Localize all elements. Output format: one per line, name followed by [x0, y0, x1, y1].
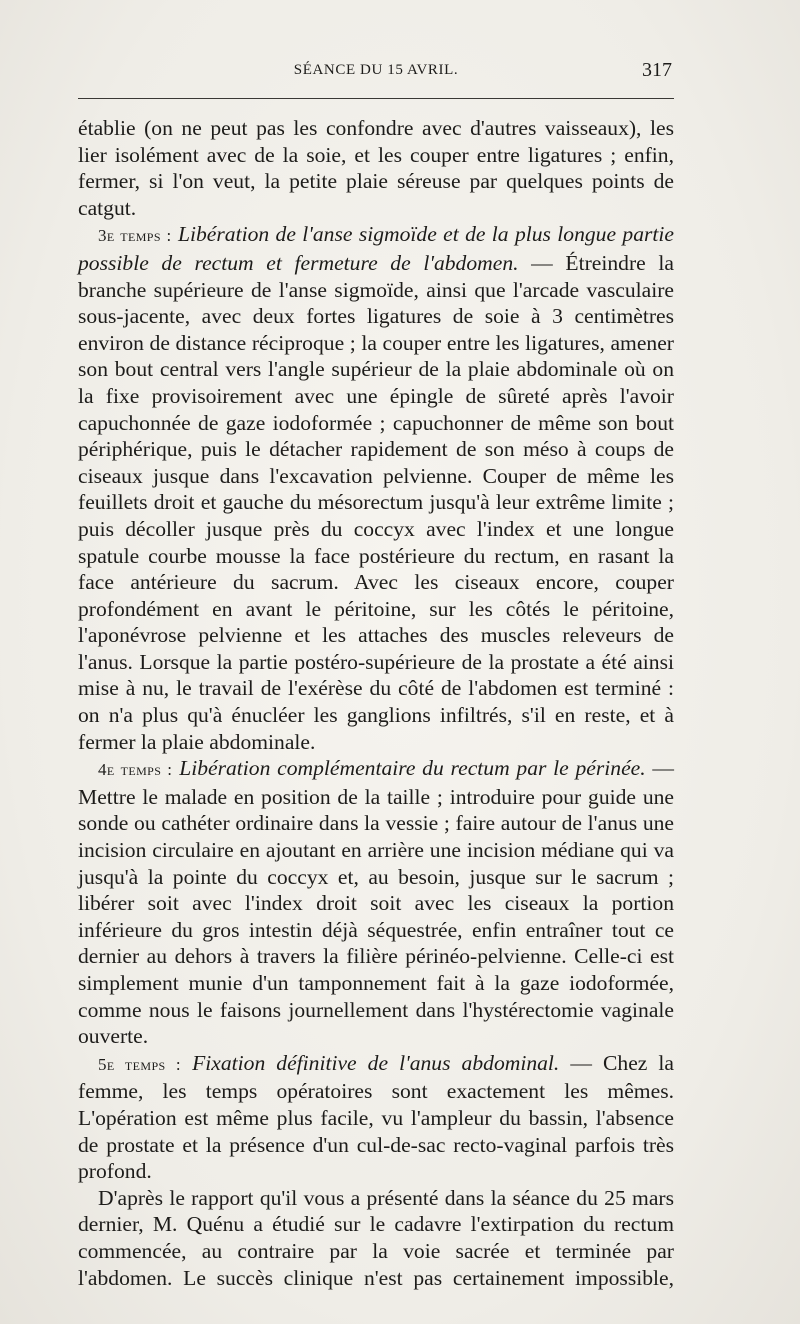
- paragraph-step-4: [78, 755, 674, 1050]
- step-4-heading: Libération complémentaire du rectum par le périnée.: [179, 756, 646, 781]
- paragraph-1: [78, 115, 674, 221]
- page-number: 317: [642, 59, 672, 81]
- paragraph-final: [78, 1185, 674, 1291]
- paragraph-step-3: [78, 221, 674, 755]
- body-text: [78, 115, 674, 1291]
- step-3-heading: Libération de l'anse sigmoïde et de la plus longue partie possible de rectum et fermeture de l'abdomen.: [78, 222, 674, 275]
- step-3-text: — Étreindre la branche supérieure de l'anse sigmoïde, ainsi que l'arcade vasculaire sous-jacente, avec deux fortes ligatures de soie à 3 centimètres environ de distance réciproque ; la couper entre les ligatures, amener son bout central vers l'angle supérieur de la plaie abdominale où on la fixe provisoirement avec une épingle de sûreté après l'avoir capuchonnée de gaze iodoformée ; capuchonner de même son bout périphérique, puis le détacher rapidement de son méso à coups de ciseaux jusque dans l'excavation pelvienne. Couper de même les feuillets droit et gauche du mésorectum jusqu'à leur extrême limite ; puis décoller jusque près du coccyx avec l'index et une longue spatule courbe mousse la face postérieure du rectum, en rasant la face antérieure du sacrum. Avec les ciseaux encore, couper profondément en avant le péritoine, sur les côtés le péritoine, l'aponévrose pelvienne et les attaches des muscles releveurs de l'anus. Lorsque la partie postéro-supérieure de la prostate a été ainsi mise à nu, le travail de l'exérèse du côté de l'abdomen est terminé : on n'a plus qu'à énucléer les ganglions infiltrés, s'il en reste, et à fermer la plaie abdominale.: [78, 250, 674, 754]
- step-3-label: 3e temps :: [98, 226, 172, 246]
- paragraph-1-text: établie (on ne peut pas les confondre avec d'autres vaisseaux), les lier isolément avec de la soie, et les couper entre ligatures ; enfin, fermer, si l'on veut, la petite plaie séreuse par quelques points de catgut.: [78, 116, 674, 220]
- header-rule: [78, 98, 674, 99]
- running-title: SÉANCE DU 15 AVRIL.: [293, 62, 459, 78]
- step-4-label: 4e temps :: [98, 760, 173, 780]
- step-5-label: 5e temps :: [98, 1054, 182, 1074]
- paragraph-step-5: [78, 1050, 674, 1185]
- page-header: [78, 60, 674, 90]
- paragraph-final-text: D'après le rapport qu'il vous a présenté dans la séance du 25 mars dernier, M. Quénu a étudié sur le cadavre l'extirpation du rectum commencée, au contraire par la voie sacrée et terminée par l'abdomen. Le succès clinique n'est pas certainement impossible,: [78, 1185, 674, 1290]
- step-5-text: — Chez la femme, les temps opératoires sont exactement les mêmes. L'opération est même plus facile, vu l'ampleur du bassin, l'absence de prostate et la présence d'un cul-de-sac recto-vaginal parfois très profond.: [78, 1050, 675, 1184]
- step-4-text: — Mettre le malade en position de la taille ; introduire pour guide une sonde ou cathéter ordinaire dans la vessie ; faire autour de l'anus une incision circulaire en ajoutant en arrière une incision médiane qui va jusqu'à la pointe du coccyx et, au besoin, jusque sur le sacrum ; libérer soit avec l'index droit soit avec les ciseaux la portion inférieure du gros intestin déjà séquestrée, enfin entraîner tout ce dernier au dehors à travers la filière périnéo-pelvienne. Celle-ci est simplement munie d'un tamponnement fait à la gaze iodoformée, comme nous le faisons journellement dans l'hystérectomie vaginale ouverte.: [78, 756, 674, 1049]
- step-5-heading: Fixation définitive de l'anus abdominal.: [192, 1050, 560, 1075]
